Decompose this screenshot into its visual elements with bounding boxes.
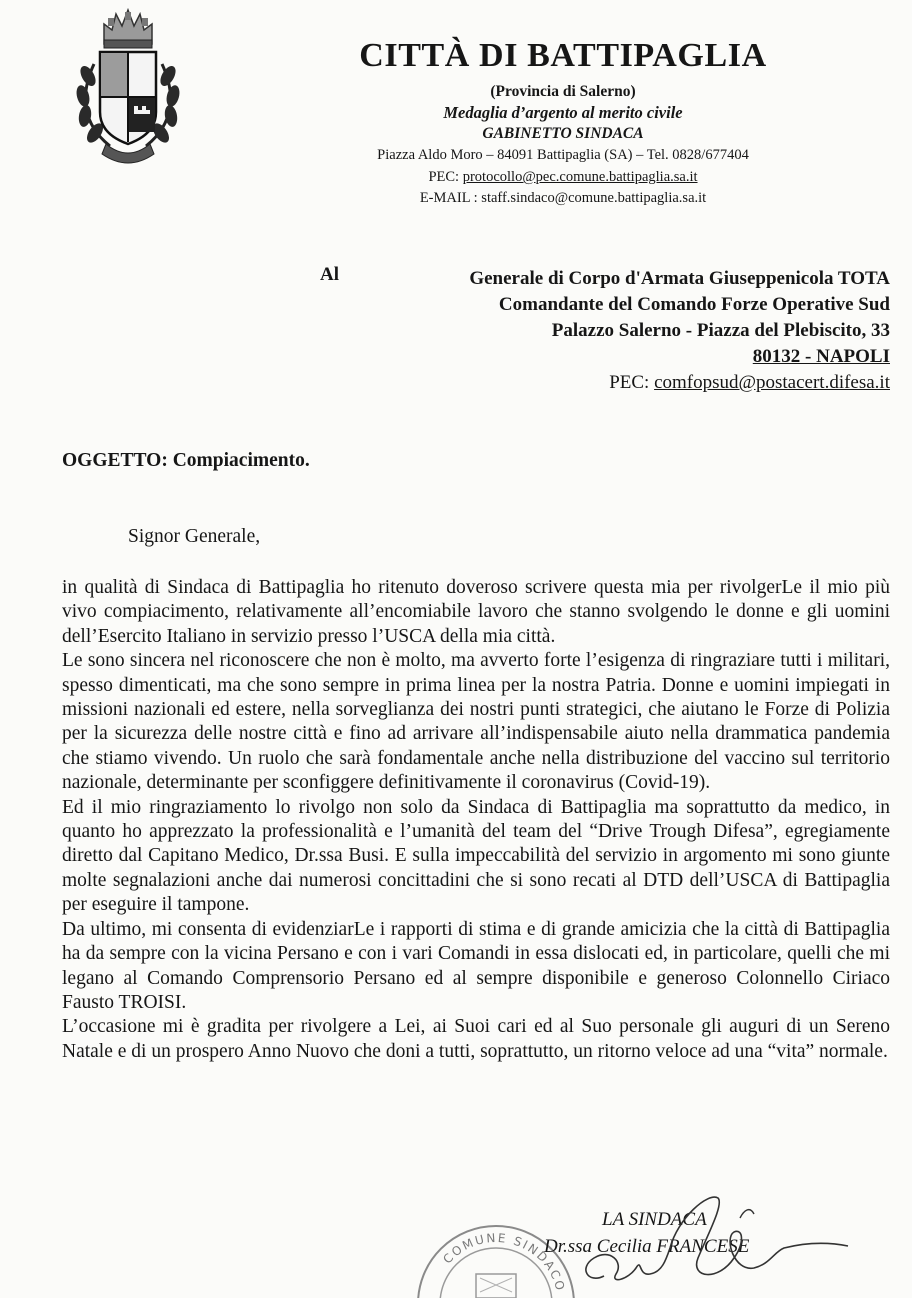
- recipient-name: Generale di Corpo d'Armata Giuseppenicola TOTA: [469, 268, 890, 289]
- recipient-role: Comandante del Comando Forze Operative Sud: [498, 294, 890, 315]
- stamp-text: COMUNE SINDACO: [440, 1230, 568, 1294]
- subject-line: OGGETTO: Compiacimento.: [62, 450, 310, 471]
- salutation: Signor Generale,: [128, 526, 261, 547]
- email-link[interactable]: staff.sindaco@comune.battipaglia.sa.it: [481, 190, 707, 206]
- body-paragraph: Ed il mio ringraziamento lo rivolgo non solo da Sindaca di Battipaglia ma soprattutto da medico, in quanto ho apprezzato la professionalità e l’umanità del team del “Drive Trough Difesa”, egregiamente diretto dal Capitano Medico, Dr.ssa Busi. E sulla impeccabilità del servizio in argomento mi sono giunte molte segnalazioni anche dai numerosi concittadini che si sono recati al DTD dell’USCA di Battipaglia per eseguire il tampone.: [62, 796, 890, 916]
- recipient-pec-label: PEC:: [609, 372, 650, 393]
- city-title: CITTÀ DI BATTIPAGLIA: [359, 37, 767, 74]
- body-paragraph: in qualità di Sindaca di Battipaglia ho ritenuto doveroso scrivere questa mia per rivolgerLe il mio più vivo compiacimento, relativamente all’encomiabile lavoro che stanno svolgendo le donne e gli uomini dell’Esercito Italiano in servizio presso l’USCA della mia città.: [62, 577, 890, 647]
- province-line: (Provincia di Salerno): [490, 83, 636, 100]
- letter-body: [62, 576, 890, 1064]
- office-line: GABINETTO SINDACA: [482, 125, 644, 142]
- recipient-prefix: Al: [320, 264, 339, 285]
- address-line: Piazza Aldo Moro – 84091 Battipaglia (SA) – Tel. 0828/677404: [377, 147, 749, 163]
- handwritten-signature-icon: [558, 1188, 850, 1296]
- signatory-name: Dr.ssa Cecilia FRANCESE: [544, 1236, 750, 1257]
- body-paragraph: Le sono sincera nel riconoscere che non è molto, ma avverto forte l’esigenza di ringraziare tutti i militari, spesso dimenticati, ma che sono sempre in prima linea per la nostra Patria. Donne e uomini impiegati in missioni nazionali ed estere, nella sorveglianza dei nostri punti strategici, che aiutano le Forze di Polizia per la sicurezza delle nostre città e fino ad arrivare all’indispensabile aiuto nella drammatica pandemia che stiamo vivendo. Un ruolo che sarà fondamentale anche nella distribuzione del vaccino sul territorio nazionale, determinante per sconfiggere definitivamente il coronavirus (Covid-19).: [62, 650, 890, 794]
- pec-link[interactable]: protocollo@pec.comune.battipaglia.sa.it: [462, 169, 698, 185]
- recipient-pec-line: [350, 370, 890, 396]
- body-paragraph: Da ultimo, mi consenta di evidenziarLe i rapporti di stima e di grande amicizia che la città di Battipaglia ha da sempre con la vicina Persano e con i vari Comandi in essa dislocati ed, in particolare, quelli che mi legano al Comando Comprensorio Persano ed al sempre disponibile e generoso Colonnello Ciriaco Fausto TROISI.: [62, 918, 890, 1013]
- recipient-city: 80132 - NAPOLI: [752, 346, 890, 367]
- signatory-role: LA SINDACA: [602, 1209, 707, 1230]
- pec-label: PEC:: [428, 169, 460, 185]
- medal-line: Medaglia d’argento al merito civile: [443, 103, 683, 122]
- email-label: E-MAIL :: [419, 190, 478, 206]
- email-line: [300, 189, 826, 208]
- city-coat-of-arms-icon: [70, 4, 186, 168]
- recipient-address: Palazzo Salerno - Piazza del Plebiscito, 33: [551, 320, 890, 341]
- body-paragraph: L’occasione mi è gradita per rivolgere a Lei, ai Suoi cari ed al Suo personale gli auguri di un Sereno Natale e di un prospero Anno Nuovo che doni a tutti, soprattutto, un ritorno veloce ad una “vita” normale.: [62, 1016, 890, 1062]
- recipient-pec-link[interactable]: comfopsud@postacert.difesa.it: [654, 372, 890, 393]
- pec-line: [300, 168, 826, 187]
